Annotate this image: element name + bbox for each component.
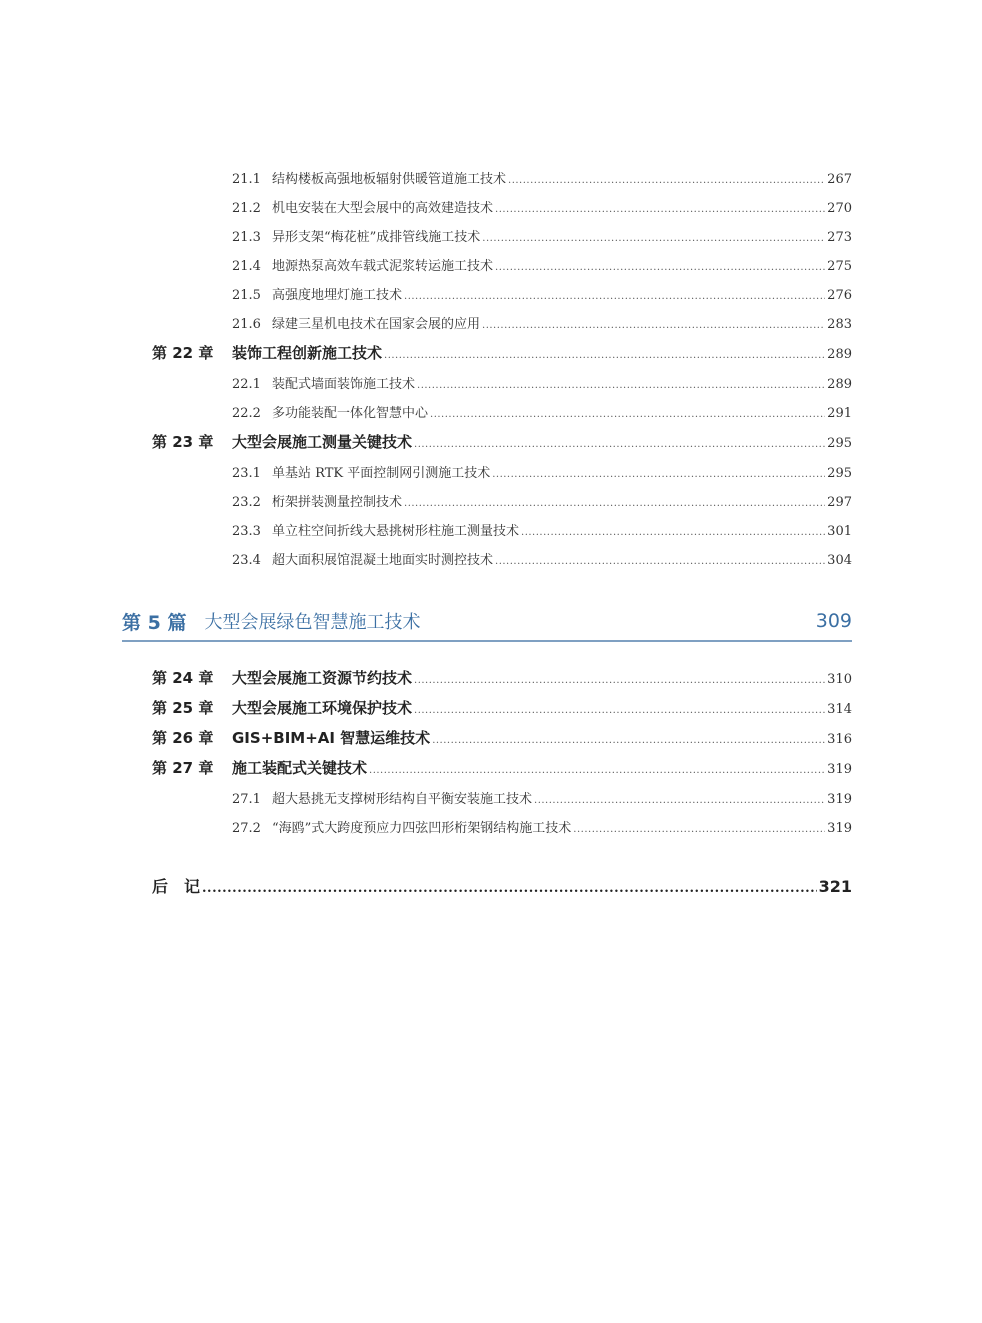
section-number: 23.4 <box>232 553 261 568</box>
toc-chapter-25[interactable] <box>152 697 852 718</box>
leader-dots <box>384 350 825 361</box>
section-number: 22.1 <box>232 377 261 392</box>
toc-section-23-1[interactable] <box>232 462 852 481</box>
section-title: 异形支架“梅花桩”成排管线施工技术 <box>272 230 481 245</box>
section-number: 27.1 <box>232 792 261 807</box>
page-number: 273 <box>827 230 852 245</box>
page-number: 304 <box>827 553 852 568</box>
toc-chapter-22[interactable] <box>152 342 852 363</box>
section-number: 23.3 <box>232 524 261 539</box>
section-title: 单基站 RTK 平面控制网引测施工技术 <box>272 466 491 481</box>
toc-chapter-24[interactable] <box>152 667 852 688</box>
leader-dots <box>492 469 825 480</box>
leader-dots <box>534 795 825 806</box>
toc-section-21-5[interactable] <box>232 284 852 303</box>
page-number: 301 <box>827 524 852 539</box>
section-title: 绿建三星机电技术在国家会展的应用 <box>272 317 481 332</box>
section-title: 装配式墙面装饰施工技术 <box>272 377 416 392</box>
section-title: 单立柱空间折线大悬挑树形柱施工测量技术 <box>272 524 520 539</box>
section-number: 23.2 <box>232 495 261 510</box>
leader-dots <box>495 556 825 567</box>
leader-dots <box>573 824 825 835</box>
section-number: 21.4 <box>232 259 261 274</box>
page-number: 319 <box>827 762 852 777</box>
section-number: 22.2 <box>232 406 261 421</box>
chapter-number: 第 24 章 <box>152 669 214 687</box>
leader-dots <box>482 320 825 331</box>
toc-section-27-2[interactable] <box>232 817 852 836</box>
page-number: 314 <box>827 702 852 717</box>
page-number: 297 <box>827 495 852 510</box>
page-number: 316 <box>827 732 852 747</box>
section-title: 机电安装在大型会展中的高效建造技术 <box>272 201 494 216</box>
section-title: 高强度地埋灯施工技术 <box>272 288 403 303</box>
section-number: 27.2 <box>232 821 261 836</box>
section-number: 21.5 <box>232 288 261 303</box>
toc-afterword[interactable] <box>152 874 852 897</box>
chapter-title: 大型会展施工资源节约技术 <box>232 669 413 687</box>
page-number: 289 <box>827 377 852 392</box>
toc-section-23-2[interactable] <box>232 491 852 510</box>
part-label: 第 5 篇 <box>122 611 187 634</box>
toc-section-22-2[interactable] <box>232 402 852 421</box>
toc-part-5-heading[interactable] <box>122 606 852 636</box>
leader-dots <box>521 527 825 538</box>
leader-dots <box>430 409 825 420</box>
page-number: 319 <box>827 821 852 836</box>
page-number: 267 <box>827 172 852 187</box>
leader-dots <box>508 175 825 186</box>
section-title: 超大悬挑无支撑树形结构自平衡安装施工技术 <box>272 792 533 807</box>
page-number: 295 <box>827 466 852 481</box>
chapter-title: 大型会展施工测量关键技术 <box>232 433 413 451</box>
part-title: 大型会展绿色智慧施工技术 <box>204 612 421 633</box>
toc-section-21-3[interactable] <box>232 226 852 245</box>
leader-dots <box>414 439 825 450</box>
toc-section-23-4[interactable] <box>232 549 852 568</box>
leader-dots <box>495 204 825 215</box>
part-divider <box>122 640 852 642</box>
section-number: 21.3 <box>232 230 261 245</box>
page-number: 275 <box>827 259 852 274</box>
page-number: 283 <box>827 317 852 332</box>
section-title: 桁架拼装测量控制技术 <box>272 495 403 510</box>
chapter-number: 第 26 章 <box>152 729 214 747</box>
chapter-title: 装饰工程创新施工技术 <box>232 344 383 362</box>
leader-dots <box>495 262 825 273</box>
leader-dots <box>417 380 825 391</box>
toc-chapter-26[interactable] <box>152 727 852 748</box>
toc-chapter-23[interactable] <box>152 431 852 452</box>
page-number: 319 <box>827 792 852 807</box>
leader-dots <box>432 735 825 746</box>
leader-dots <box>404 498 825 509</box>
section-number: 23.1 <box>232 466 261 481</box>
page-number: 270 <box>827 201 852 216</box>
afterword-title: 后 记 <box>152 877 201 896</box>
section-number: 21.2 <box>232 201 261 216</box>
chapter-title: GIS+BIM+AI 智慧运维技术 <box>232 729 431 747</box>
toc-section-27-1[interactable] <box>232 788 852 807</box>
toc-section-21-2[interactable] <box>232 197 852 216</box>
section-title: 超大面积展馆混凝土地面实时测控技术 <box>272 553 494 568</box>
leader-dots <box>369 765 825 776</box>
chapter-number: 第 27 章 <box>152 759 214 777</box>
toc-section-21-1[interactable] <box>232 168 852 187</box>
part-page-number: 309 <box>815 610 852 632</box>
toc-section-22-1[interactable] <box>232 373 852 392</box>
toc-section-21-6[interactable] <box>232 313 852 332</box>
page-number: 295 <box>827 436 852 451</box>
page-number: 310 <box>827 672 852 687</box>
chapter-title: 施工装配式关键技术 <box>232 759 368 777</box>
leader-dots <box>202 881 817 896</box>
chapter-number: 第 23 章 <box>152 433 214 451</box>
section-title: 地源热泵高效车载式泥浆转运施工技术 <box>272 259 494 274</box>
section-number: 21.6 <box>232 317 261 332</box>
toc-chapter-27[interactable] <box>152 757 852 778</box>
chapter-number: 第 25 章 <box>152 699 214 717</box>
section-title: “海鸥”式大跨度预应力四弦凹形桁架钢结构施工技术 <box>272 821 572 836</box>
page-number: 276 <box>827 288 852 303</box>
section-number: 21.1 <box>232 172 261 187</box>
toc-section-21-4[interactable] <box>232 255 852 274</box>
page-number: 321 <box>818 877 852 896</box>
chapter-number: 第 22 章 <box>152 344 214 362</box>
chapter-title: 大型会展施工环境保护技术 <box>232 699 413 717</box>
page-number: 291 <box>827 406 852 421</box>
leader-dots <box>414 675 825 686</box>
toc-section-23-3[interactable] <box>232 520 852 539</box>
page-number: 289 <box>827 347 852 362</box>
leader-dots <box>414 705 825 716</box>
leader-dots <box>404 291 825 302</box>
section-title: 多功能装配一体化智慧中心 <box>272 406 429 421</box>
leader-dots <box>482 233 825 244</box>
section-title: 结构楼板高强地板辐射供暖管道施工技术 <box>272 172 507 187</box>
